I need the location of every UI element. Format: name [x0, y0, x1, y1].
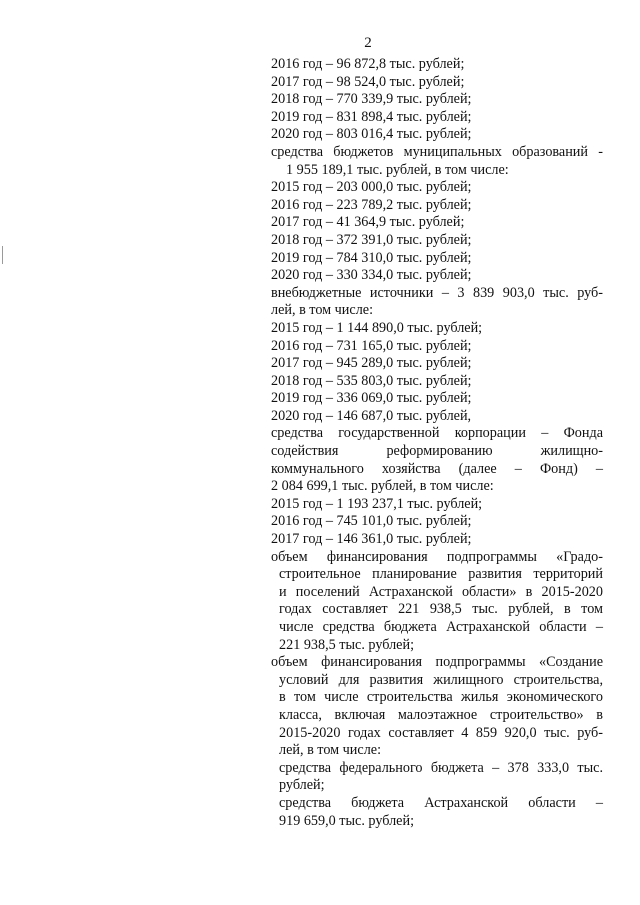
text-line: 2016 год – 745 101,0 тыс. рублей;: [271, 513, 472, 530]
text-line: условий для развития жилищного строительства,: [279, 671, 603, 688]
scan-margin-mark: [2, 246, 3, 264]
text-line: средства государственной корпорации – Фонда: [271, 425, 603, 442]
paragraph-regional-budget: [271, 795, 603, 830]
paragraph-federal-budget: [271, 760, 603, 795]
text-line: 2019 год – 784 310,0 тыс. рублей;: [271, 249, 472, 266]
text-line: лей, в том числе:: [271, 302, 374, 319]
text-line: средства федерального бюджета – 378 333,0 тыс.: [279, 759, 603, 776]
text-line: объем финансирования подпрограммы «Градо-: [271, 548, 603, 565]
text-line: числе средства бюджета Астраханской области –: [279, 619, 603, 635]
text-line: 2017 год – 41 364,9 тыс. рублей;: [271, 214, 465, 231]
paragraph-urban-planning-subprogram: [271, 549, 603, 655]
text-line: средства бюджетов муниципальных образований -: [271, 143, 603, 160]
text-line: средства бюджета Астраханской области –: [279, 794, 603, 811]
text-line: 919 659,0 тыс. рублей;: [279, 812, 415, 829]
page-number: 2: [364, 35, 372, 51]
text-line: 2018 год – 770 339,9 тыс. рублей;: [271, 91, 472, 108]
text-line: 2018 год – 535 803,0 тыс. рублей;: [271, 372, 472, 389]
text-line: 2018 год – 372 391,0 тыс. рублей;: [271, 231, 472, 248]
text-line: 2020 год – 803 016,4 тыс. рублей;: [271, 126, 472, 143]
text-line: 1 955 189,1 тыс. рублей, в том числе:: [286, 161, 509, 178]
text-line: 221 938,5 тыс. рублей;: [279, 636, 415, 653]
text-line: 2015 год – 1 193 237,1 тыс. рублей;: [271, 495, 483, 512]
text-line: объем финансирования подпрограммы «Создание: [271, 654, 603, 671]
text-line: класса, включая малоэтажное строительство» в: [279, 706, 603, 723]
text-line: рублей;: [279, 777, 325, 794]
text-line: коммунального хозяйства (далее – Фонд) –: [271, 460, 603, 477]
text-line: 2019 год – 336 069,0 тыс. рублей;: [271, 390, 472, 407]
paragraph-housing-subprogram: [271, 654, 603, 760]
text-line: внебюджетные источники – 3 839 903,0 тыс. руб-: [271, 284, 603, 301]
text-line: 2020 год – 330 334,0 тыс. рублей;: [271, 267, 472, 284]
text-line: 2016 год – 223 789,2 тыс. рублей;: [271, 196, 472, 213]
paragraph-extrabudgetary: [271, 285, 603, 320]
text-line: в том числе строительства жилья экономического: [279, 689, 603, 706]
text-line: 2019 год – 831 898,4 тыс. рублей;: [271, 108, 472, 125]
text-line: 2017 год – 98 524,0 тыс. рублей;: [271, 73, 465, 90]
text-line: строительное планирование развития территорий: [279, 566, 603, 583]
text-line: 2016 год – 731 165,0 тыс. рублей;: [271, 337, 472, 354]
document-body: [271, 56, 603, 830]
text-line: содействия реформированию жилищно-: [271, 443, 603, 460]
text-line: лей, в том числе:: [279, 742, 382, 759]
text-line: 2 084 699,1 тыс. рублей, в том числе:: [271, 478, 494, 495]
paragraph-municipal-budgets: [271, 144, 603, 179]
text-line: 2015 год – 203 000,0 тыс. рублей;: [271, 179, 472, 196]
text-line: 2017 год – 146 361,0 тыс. рублей;: [271, 531, 472, 548]
paragraph-fund: [271, 425, 603, 495]
text-line: годах составляет 221 938,5 тыс. рублей, в том: [279, 601, 603, 618]
text-line: 2015-2020 годах составляет 4 859 920,0 тыс. руб-: [279, 724, 603, 741]
text-line: 2020 год – 146 687,0 тыс. рублей,: [271, 407, 472, 424]
text-line: и поселений Астраханской области» в 2015-2020: [279, 583, 603, 600]
text-line: 2016 год – 96 872,8 тыс. рублей;: [271, 56, 465, 72]
text-line: 2015 год – 1 144 890,0 тыс. рублей;: [271, 319, 483, 336]
text-line: 2017 год – 945 289,0 тыс. рублей;: [271, 355, 472, 372]
